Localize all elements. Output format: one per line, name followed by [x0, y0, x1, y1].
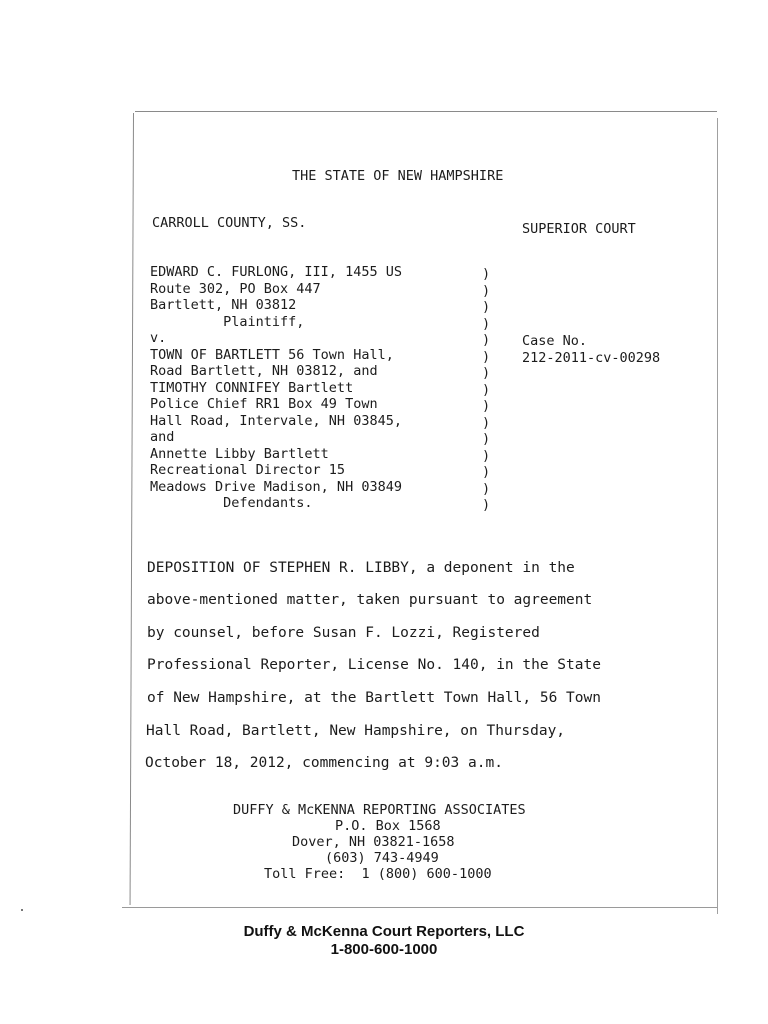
caption-paren: ) — [482, 282, 491, 299]
caption-line: Defendants. — [150, 495, 313, 511]
frame-top-line — [135, 111, 717, 112]
reporter-po-box: P.O. Box 1568 — [335, 818, 441, 834]
caption-paren: ) — [482, 447, 491, 464]
county-label: CARROLL COUNTY, SS. — [152, 215, 307, 231]
caption-paren: ) — [482, 398, 491, 414]
deposition-line: DEPOSITION OF STEPHEN R. LIBBY, a deponent in the — [147, 560, 575, 576]
caption-line: Meadows Drive Madison, NH 03849 — [150, 478, 402, 495]
frame-bottom-line — [122, 907, 717, 908]
deposition-line: of New Hampshire, at the Bartlett Town Hall, 56 Town — [147, 690, 601, 706]
caption-paren: ) — [482, 464, 491, 480]
caption-line: EDWARD C. FURLONG, III, 1455 US — [150, 264, 402, 280]
frame-left-line — [130, 113, 134, 905]
caption-line: and — [150, 429, 175, 445]
case-number: 212-2011-cv-00298 — [522, 350, 661, 366]
caption-line: Road Bartlett, NH 03812, and — [150, 363, 378, 379]
caption-paren: ) — [482, 480, 491, 497]
reporter-city: Dover, NH 03821-1658 — [292, 834, 455, 850]
caption-paren: ) — [482, 381, 491, 398]
caption-paren: ) — [482, 414, 491, 431]
caption-paren: ) — [482, 365, 491, 381]
state-heading: THE STATE OF NEW HAMPSHIRE — [292, 168, 504, 184]
caption-line: Plaintiff, — [150, 313, 305, 330]
caption-paren: ) — [482, 315, 491, 332]
caption-line: v. — [150, 330, 167, 346]
caption-paren: ) — [482, 497, 491, 513]
case-caption — [150, 264, 402, 512]
footer-company: Duffy & McKenna Court Reporters, LLC — [243, 923, 525, 940]
frame-right-line — [717, 118, 718, 914]
caption-paren: ) — [482, 431, 491, 447]
caption-line: TOWN OF BARTLETT 56 Town Hall, — [150, 346, 394, 363]
caption-paren: ) — [482, 348, 491, 365]
reporter-toll-free: Toll Free: 1 (800) 600-1000 — [264, 866, 492, 882]
footer-phone: 1-800-600-1000 — [330, 941, 438, 958]
reporter-phone: (603) 743-4949 — [325, 850, 439, 866]
scan-speck — [21, 909, 23, 911]
caption-line: Bartlett, NH 03812 — [150, 297, 297, 313]
caption-line: Police Chief RR1 Box 49 Town — [150, 396, 378, 412]
deposition-line: Hall Road, Bartlett, New Hampshire, on Thursday, — [146, 723, 566, 739]
caption-paren: ) — [482, 299, 491, 315]
caption-line: Annette Libby Bartlett — [150, 445, 329, 462]
deposition-line: by counsel, before Susan F. Lozzi, Registered — [147, 625, 540, 641]
deposition-line: above-mentioned matter, taken pursuant to agreement — [147, 592, 593, 608]
caption-paren: ) — [482, 266, 491, 282]
court-label: SUPERIOR COURT — [522, 221, 636, 237]
caption-line: Route 302, PO Box 447 — [150, 280, 321, 297]
deposition-line: Professional Reporter, License No. 140, in the State — [147, 657, 601, 673]
deposition-line: October 18, 2012, commencing at 9:03 a.m. — [145, 755, 503, 771]
caption-paren: ) — [482, 332, 491, 348]
case-number-label: Case No. — [522, 333, 588, 349]
caption-parentheses — [482, 266, 490, 514]
reporter-name: DUFFY & McKENNA REPORTING ASSOCIATES — [233, 802, 526, 818]
caption-line: Hall Road, Intervale, NH 03845, — [150, 412, 402, 429]
caption-line: TIMOTHY CONNIFEY Bartlett — [150, 379, 354, 396]
caption-line: Recreational Director 15 — [150, 462, 346, 478]
